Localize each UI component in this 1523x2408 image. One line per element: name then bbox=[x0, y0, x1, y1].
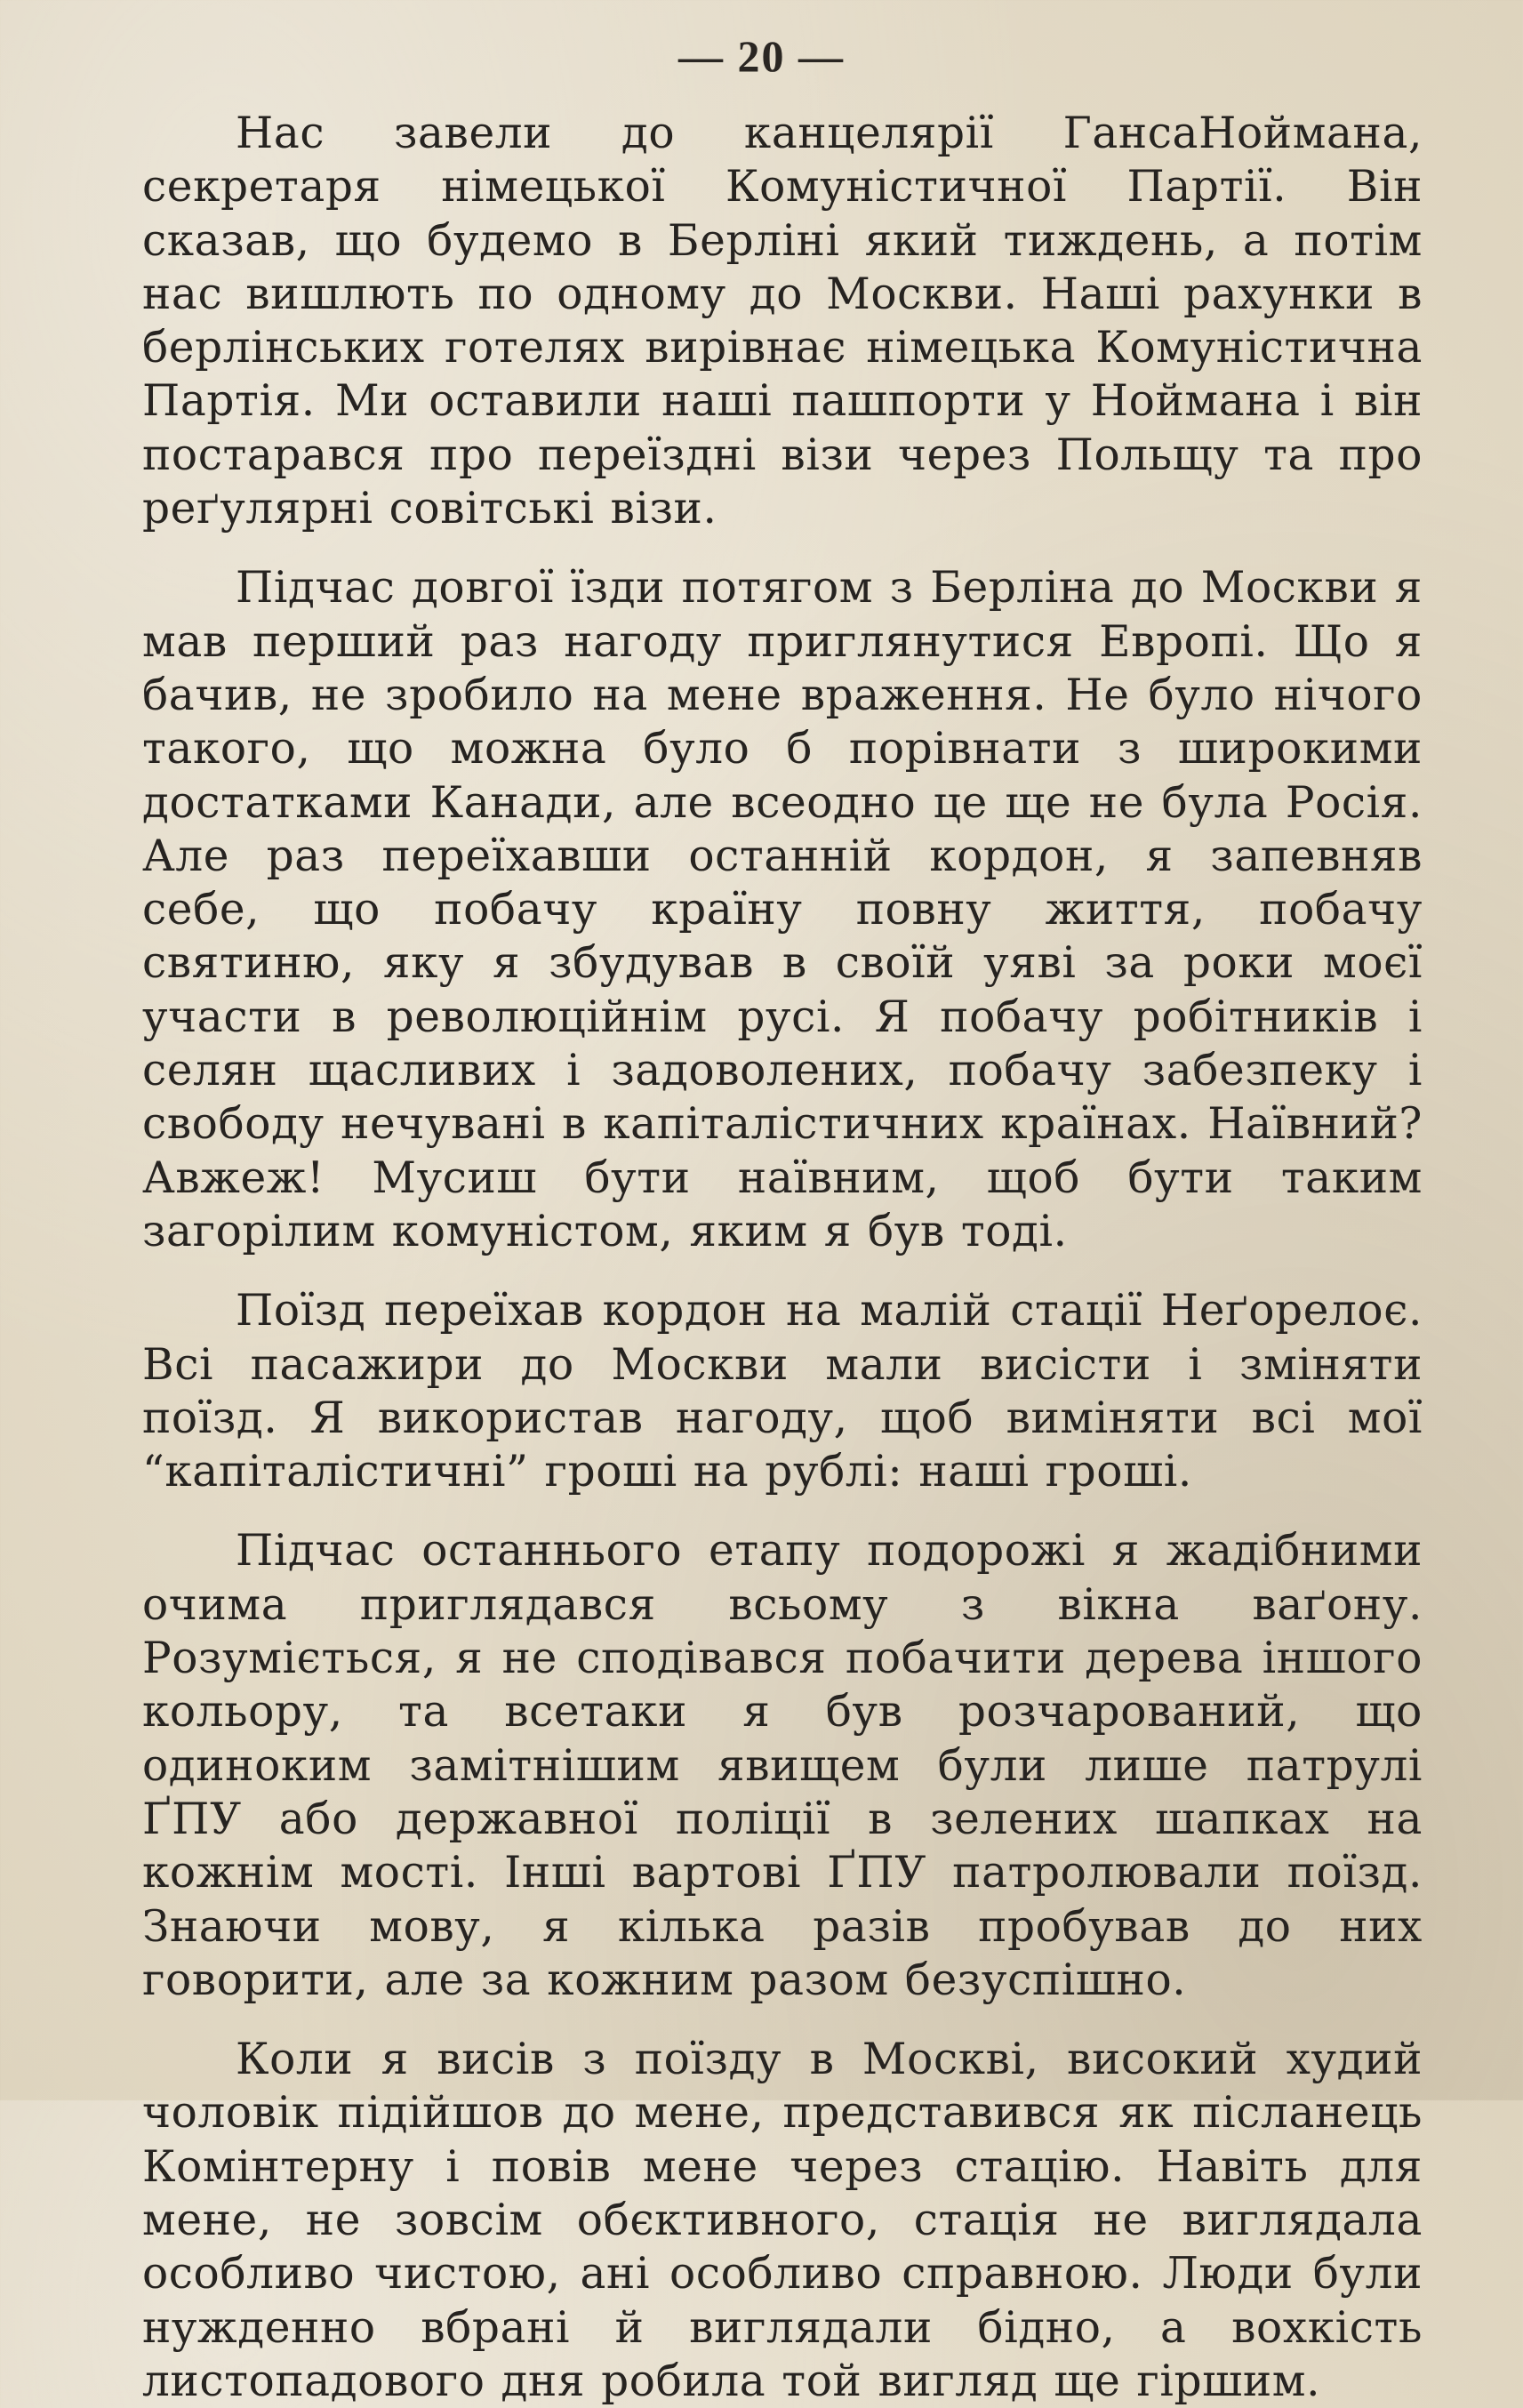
paragraph-4: Підчас останнього етапу подорожі я жадібними очима приглядався всьому з вікна ваґону. Розуміється, я не сподівався побачити дерева іншого кольору, та всетаки я був розчарований, що одиноким замітнішим явищем були лише патрулі ҐПУ або державної поліції в зелених шапках на кожнім мості. Інші вартові ҐПУ патролювали поїзд. Знаючи мову, я кілька разів пробував до них говорити, але за кожним разом безуспішно. bbox=[142, 1526, 1423, 2005]
paragraph-2: Підчас довгої їзди потягом з Берліна до Москви я мав перший раз нагоду приглянутися Европі. Що я бачив, не зробило на мене враження. Не було нічого такого, що можна було б порівнати з широкими достатками Канади, але всеодно це ще не була Росія. Але раз переїхавши останній кордон, я запевняв себе, що побачу країну повну життя, побачу святиню, яку я збудував в своїй уяві за роки моєї участи в революційнім русі. Я побачу робітників і селян щасливих і задоволених, побачу забезпеку і свободу нечувані в капіталістичних країнах. Наївний? Авжеж! Мусиш бути наївним, щоб бути таким загорілим комуністом, яким я був тоді. bbox=[142, 563, 1423, 1256]
page-body bbox=[142, 107, 1423, 2408]
paragraph-3: Поїзд переїхав кордон на малій стації Неґорелоє. Всі пасажири до Москви мали висісти і зміняти поїзд. Я використав нагоду, щоб виміняти всі мої “капіталістичні” гроші на рублі: наші гроші. bbox=[142, 1286, 1423, 1497]
paragraph-5: Коли я висів з поїзду в Москві, високий худий чоловік підійшов до мене, представився як післанець Комінтерну і повів мене через стацію. Навіть для мене, не зовсім обєктивного, стація не виглядала особливо чистою, ані особливо справною. Люди були нужденно вбрані й виглядали бідно, а вохкість листопадового дня робила той вигляд ще гіршим. bbox=[142, 2035, 1423, 2406]
paragraph-1: Нас завели до канцелярії ГансаНоймана, секретаря німецької Комуністичної Партії. Він сказав, що будемо в Берліні який тиждень, а потім нас вишлють по одному до Москви. Наші рахунки в берлінських готелях вирівнає німецька Комуністична Партія. Ми оставили наші пашпорти у Ноймана і він постарався про переїздні візи через Польщу та про реґулярні совітські візи. bbox=[142, 108, 1423, 534]
page-number: — 20 — bbox=[678, 31, 845, 81]
